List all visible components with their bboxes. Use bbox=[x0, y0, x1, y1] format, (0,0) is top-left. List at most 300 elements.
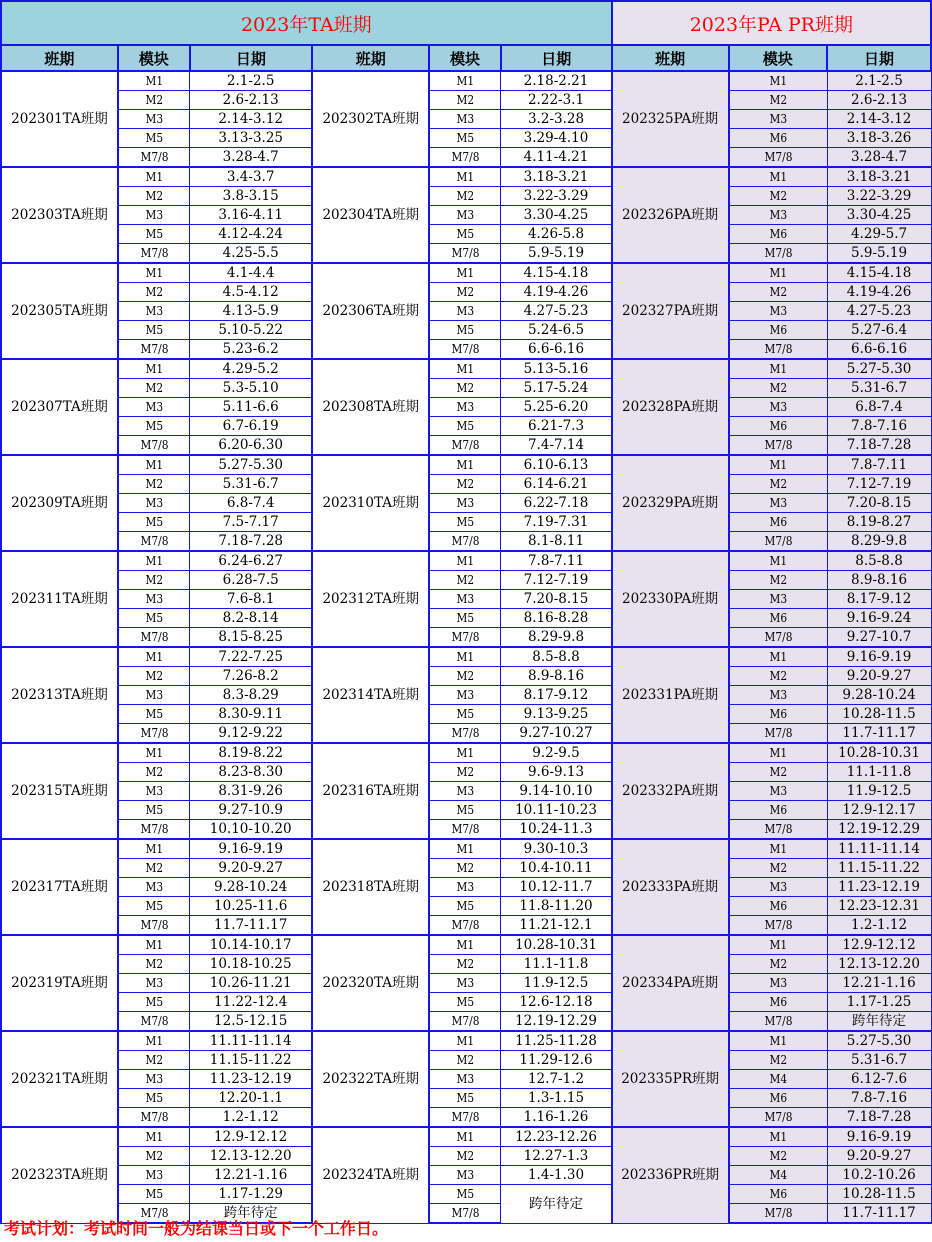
module-label: M3 bbox=[769, 783, 787, 798]
module-label: M2 bbox=[769, 1148, 787, 1163]
module-label: M2 bbox=[456, 860, 475, 875]
date-cell: 8.19-8.22 bbox=[190, 743, 313, 763]
module-label: M1 bbox=[145, 265, 163, 280]
module-cell bbox=[729, 148, 828, 168]
date-cell: 8.23-8.30 bbox=[190, 763, 313, 782]
date-cell: 4.25-5.5 bbox=[190, 244, 313, 264]
date-cell: 9.27-10.27 bbox=[501, 724, 612, 744]
module-label: M3 bbox=[456, 399, 475, 414]
date-cell: 8.17-9.12 bbox=[501, 686, 612, 705]
table-row bbox=[1, 71, 931, 91]
table-row bbox=[1, 148, 931, 168]
table-row bbox=[1, 187, 931, 206]
class-name-cell: 202321TA班期 bbox=[1, 1031, 118, 1127]
module-cell bbox=[429, 436, 501, 456]
date-cell: 4.19-4.26 bbox=[827, 283, 931, 302]
module-label: M1 bbox=[145, 937, 163, 952]
class-name-cell: 202318TA班期 bbox=[312, 839, 429, 935]
module-cell bbox=[429, 167, 501, 187]
date-cell: 10.14-10.17 bbox=[190, 935, 313, 955]
module-label: M2 bbox=[769, 476, 787, 491]
module-cell bbox=[118, 455, 190, 475]
table-row bbox=[1, 897, 931, 916]
table-row bbox=[1, 225, 931, 244]
module-cell bbox=[729, 667, 828, 686]
module-label: M7/8 bbox=[139, 917, 168, 932]
module-cell bbox=[429, 1070, 501, 1089]
date-cell: 8.29-9.8 bbox=[827, 532, 931, 552]
module-label: M6 bbox=[769, 514, 787, 529]
table-row bbox=[1, 628, 931, 648]
module-cell bbox=[118, 974, 190, 993]
date-cell: 12.19-12.29 bbox=[827, 820, 931, 840]
date-cell: 7.20-8.15 bbox=[501, 590, 612, 609]
module-cell bbox=[429, 935, 501, 955]
date-cell: 5.27-6.4 bbox=[827, 321, 931, 340]
date-cell: 11.11-11.14 bbox=[190, 1031, 313, 1051]
module-cell bbox=[429, 532, 501, 552]
date-cell: 11.1-11.8 bbox=[501, 955, 612, 974]
module-cell bbox=[729, 647, 828, 667]
module-cell bbox=[429, 839, 501, 859]
module-cell bbox=[429, 187, 501, 206]
module-cell bbox=[429, 283, 501, 302]
module-cell bbox=[729, 705, 828, 724]
module-label: M7/8 bbox=[139, 533, 168, 548]
date-cell: 4.26-5.8 bbox=[501, 225, 612, 244]
date-cell: 1.2-1.12 bbox=[190, 1108, 313, 1128]
header-cls: 班期 bbox=[312, 45, 429, 71]
module-cell bbox=[118, 187, 190, 206]
module-label: M5 bbox=[456, 130, 475, 145]
module-cell bbox=[729, 475, 828, 494]
module-cell bbox=[729, 1070, 828, 1089]
table-row bbox=[1, 91, 931, 110]
module-cell bbox=[429, 129, 501, 148]
module-label: M7/8 bbox=[451, 821, 480, 836]
table-row bbox=[1, 359, 931, 379]
date-cell: 7.6-8.1 bbox=[190, 590, 313, 609]
date-cell: 9.12-9.22 bbox=[190, 724, 313, 744]
module-cell bbox=[118, 763, 190, 782]
module-cell bbox=[429, 225, 501, 244]
module-label: M2 bbox=[456, 1052, 475, 1067]
class-name-cell: 202319TA班期 bbox=[1, 935, 118, 1031]
date-cell: 11.11-11.14 bbox=[827, 839, 931, 859]
date-cell: 10.28-11.5 bbox=[827, 1185, 931, 1204]
table-row bbox=[1, 820, 931, 840]
header-mod: 模块 bbox=[729, 45, 828, 71]
module-cell bbox=[429, 206, 501, 225]
date-cell: 4.15-4.18 bbox=[501, 263, 612, 283]
module-label: M1 bbox=[769, 649, 787, 664]
module-cell bbox=[729, 1051, 828, 1070]
date-cell: 10.25-11.6 bbox=[190, 897, 313, 916]
class-name-cell: 202328PA班期 bbox=[612, 359, 729, 455]
module-label: M7/8 bbox=[139, 149, 168, 164]
date-cell: 9.16-9.19 bbox=[190, 839, 313, 859]
module-label: M2 bbox=[769, 380, 787, 395]
module-label: M1 bbox=[145, 73, 163, 88]
module-cell bbox=[729, 916, 828, 936]
date-cell: 10.10-10.20 bbox=[190, 820, 313, 840]
date-cell: 3.22-3.29 bbox=[501, 187, 612, 206]
module-cell bbox=[729, 455, 828, 475]
date-cell: 12.9-12.12 bbox=[827, 935, 931, 955]
module-label: M2 bbox=[456, 284, 475, 299]
module-cell bbox=[429, 1166, 501, 1185]
date-cell: 7.26-8.2 bbox=[190, 667, 313, 686]
date-cell: 7.18-7.28 bbox=[827, 436, 931, 456]
date-cell: 9.20-9.27 bbox=[190, 859, 313, 878]
module-cell bbox=[429, 724, 501, 744]
module-cell bbox=[429, 647, 501, 667]
module-label: M1 bbox=[456, 73, 475, 88]
module-cell bbox=[729, 71, 828, 91]
date-cell: 1.2-1.12 bbox=[827, 916, 931, 936]
module-label: M2 bbox=[769, 188, 787, 203]
module-cell bbox=[429, 859, 501, 878]
table-row bbox=[1, 859, 931, 878]
date-cell: 6.20-6.30 bbox=[190, 436, 313, 456]
class-name-cell: 202324TA班期 bbox=[312, 1127, 429, 1223]
module-cell bbox=[729, 513, 828, 532]
module-label: M1 bbox=[769, 457, 787, 472]
module-label: M2 bbox=[145, 476, 163, 491]
module-label: M6 bbox=[769, 1090, 787, 1105]
header-date: 日期 bbox=[190, 45, 313, 71]
table-row bbox=[1, 878, 931, 897]
module-cell bbox=[729, 187, 828, 206]
module-label: M7/8 bbox=[139, 1013, 168, 1028]
date-cell: 4.27-5.23 bbox=[501, 302, 612, 321]
table-row bbox=[1, 743, 931, 763]
module-cell bbox=[429, 897, 501, 916]
class-name-cell: 202335PR班期 bbox=[612, 1031, 729, 1127]
date-cell: 8.30-9.11 bbox=[190, 705, 313, 724]
date-cell: 2.14-3.12 bbox=[190, 110, 313, 129]
module-cell bbox=[729, 359, 828, 379]
date-cell: 4.11-4.21 bbox=[501, 148, 612, 168]
module-cell bbox=[118, 244, 190, 264]
class-name-cell: 202307TA班期 bbox=[1, 359, 118, 455]
module-cell bbox=[729, 935, 828, 955]
date-cell: 5.31-6.7 bbox=[190, 475, 313, 494]
module-label: M1 bbox=[456, 841, 475, 856]
module-label: M2 bbox=[456, 476, 475, 491]
module-cell bbox=[118, 398, 190, 417]
date-cell: 3.13-3.25 bbox=[190, 129, 313, 148]
module-cell bbox=[118, 71, 190, 91]
date-cell: 2.6-2.13 bbox=[190, 91, 313, 110]
table-row bbox=[1, 705, 931, 724]
date-cell: 9.16-9.19 bbox=[827, 647, 931, 667]
table-row bbox=[1, 1051, 931, 1070]
module-label: M3 bbox=[769, 975, 787, 990]
module-cell bbox=[729, 571, 828, 590]
module-label: M5 bbox=[145, 130, 163, 145]
date-cell: 9.28-10.24 bbox=[190, 878, 313, 897]
module-cell bbox=[729, 91, 828, 110]
module-cell bbox=[118, 321, 190, 340]
date-cell: 9.20-9.27 bbox=[827, 1147, 931, 1166]
module-cell bbox=[729, 206, 828, 225]
module-label: M7/8 bbox=[451, 437, 480, 452]
module-label: M7/8 bbox=[139, 1205, 168, 1220]
module-cell bbox=[118, 359, 190, 379]
date-cell: 3.18-3.21 bbox=[501, 167, 612, 187]
date-cell: 8.2-8.14 bbox=[190, 609, 313, 628]
module-cell bbox=[118, 667, 190, 686]
date-cell: 4.1-4.4 bbox=[190, 263, 313, 283]
module-cell bbox=[118, 782, 190, 801]
module-cell bbox=[729, 724, 828, 744]
module-label: M6 bbox=[769, 418, 787, 433]
table-row bbox=[1, 455, 931, 475]
module-label: M3 bbox=[145, 687, 163, 702]
module-cell bbox=[429, 244, 501, 264]
date-cell: 1.4-1.30 bbox=[501, 1166, 612, 1185]
module-cell bbox=[118, 839, 190, 859]
module-label: M1 bbox=[456, 1129, 475, 1144]
class-name-cell: 202327PA班期 bbox=[612, 263, 729, 359]
class-name-cell: 202315TA班期 bbox=[1, 743, 118, 839]
module-label: M6 bbox=[769, 130, 787, 145]
date-cell: 10.4-10.11 bbox=[501, 859, 612, 878]
module-label: M5 bbox=[456, 610, 475, 625]
module-label: M2 bbox=[145, 956, 163, 971]
date-cell: 3.16-4.11 bbox=[190, 206, 313, 225]
module-label: M1 bbox=[769, 73, 787, 88]
table-row bbox=[1, 782, 931, 801]
table-row bbox=[1, 647, 931, 667]
module-cell bbox=[729, 628, 828, 648]
date-cell: 4.12-4.24 bbox=[190, 225, 313, 244]
module-cell bbox=[429, 820, 501, 840]
class-name-cell: 202308TA班期 bbox=[312, 359, 429, 455]
module-cell bbox=[429, 667, 501, 686]
module-cell bbox=[118, 1051, 190, 1070]
date-cell: 8.19-8.27 bbox=[827, 513, 931, 532]
date-cell: 8.16-8.28 bbox=[501, 609, 612, 628]
module-cell bbox=[118, 417, 190, 436]
table-row bbox=[1, 302, 931, 321]
module-cell bbox=[729, 167, 828, 187]
module-label: M5 bbox=[145, 994, 163, 1009]
module-cell bbox=[429, 148, 501, 168]
module-label: M1 bbox=[769, 937, 787, 952]
module-label: M3 bbox=[769, 207, 787, 222]
class-name-cell: 202320TA班期 bbox=[312, 935, 429, 1031]
date-cell: 5.24-6.5 bbox=[501, 321, 612, 340]
module-cell bbox=[729, 993, 828, 1012]
module-label: M7/8 bbox=[451, 1013, 480, 1028]
date-cell: 11.7-11.17 bbox=[190, 916, 313, 936]
module-label: M1 bbox=[456, 745, 475, 760]
module-cell bbox=[729, 417, 828, 436]
module-label: M4 bbox=[769, 1071, 787, 1086]
module-label: M2 bbox=[769, 956, 787, 971]
module-label: M3 bbox=[456, 303, 475, 318]
module-cell bbox=[429, 475, 501, 494]
table-row bbox=[1, 916, 931, 936]
module-label: M6 bbox=[769, 706, 787, 721]
module-cell bbox=[429, 571, 501, 590]
module-label: M5 bbox=[456, 802, 475, 817]
module-label: M2 bbox=[456, 1148, 475, 1163]
module-label: M6 bbox=[769, 898, 787, 913]
table-row bbox=[1, 1108, 931, 1128]
module-cell bbox=[729, 1147, 828, 1166]
date-cell: 11.22-12.4 bbox=[190, 993, 313, 1012]
module-cell bbox=[429, 763, 501, 782]
module-cell bbox=[429, 455, 501, 475]
date-cell: 11.1-11.8 bbox=[827, 763, 931, 782]
module-cell bbox=[729, 1166, 828, 1185]
module-label: M7/8 bbox=[139, 1109, 168, 1124]
module-label: M1 bbox=[456, 457, 475, 472]
date-cell: 5.25-6.20 bbox=[501, 398, 612, 417]
date-cell: 5.9-5.19 bbox=[501, 244, 612, 264]
module-cell bbox=[429, 705, 501, 724]
module-label: M2 bbox=[145, 860, 163, 875]
date-cell: 11.25-11.28 bbox=[501, 1031, 612, 1051]
date-cell: 6.10-6.13 bbox=[501, 455, 612, 475]
module-cell bbox=[118, 993, 190, 1012]
date-cell: 8.3-8.29 bbox=[190, 686, 313, 705]
class-name-cell: 202309TA班期 bbox=[1, 455, 118, 551]
date-cell: 6.22-7.18 bbox=[501, 494, 612, 513]
module-label: M1 bbox=[456, 169, 475, 184]
table-row bbox=[1, 1127, 931, 1147]
module-cell bbox=[729, 1108, 828, 1128]
date-cell: 12.13-12.20 bbox=[827, 955, 931, 974]
date-cell: 5.17-5.24 bbox=[501, 379, 612, 398]
module-label: M7/8 bbox=[451, 1109, 480, 1124]
date-cell: 9.27-10.9 bbox=[190, 801, 313, 820]
date-cell: 4.19-4.26 bbox=[501, 283, 612, 302]
date-cell: 9.14-10.10 bbox=[501, 782, 612, 801]
module-cell bbox=[429, 916, 501, 936]
module-cell bbox=[429, 340, 501, 360]
module-cell bbox=[729, 1204, 828, 1224]
module-label: M5 bbox=[456, 898, 475, 913]
module-label: M2 bbox=[456, 188, 475, 203]
date-cell: 5.31-6.7 bbox=[827, 1051, 931, 1070]
module-label: M2 bbox=[769, 764, 787, 779]
date-cell: 9.16-9.19 bbox=[827, 1127, 931, 1147]
module-cell bbox=[118, 129, 190, 148]
module-label: M5 bbox=[145, 226, 163, 241]
module-label: M5 bbox=[456, 1186, 475, 1201]
module-cell bbox=[729, 897, 828, 916]
class-name-cell: 202329PA班期 bbox=[612, 455, 729, 551]
module-label: M7/8 bbox=[139, 437, 168, 452]
module-cell bbox=[118, 263, 190, 283]
module-cell bbox=[118, 801, 190, 820]
module-cell bbox=[729, 532, 828, 552]
date-cell: 11.23-12.19 bbox=[827, 878, 931, 897]
date-cell: 2.6-2.13 bbox=[827, 91, 931, 110]
class-name-cell: 202304TA班期 bbox=[312, 167, 429, 263]
header-cls: 班期 bbox=[1, 45, 118, 71]
date-cell-merged: 跨年待定 bbox=[501, 1185, 612, 1224]
module-cell bbox=[118, 1108, 190, 1128]
date-cell: 8.31-9.26 bbox=[190, 782, 313, 801]
date-cell: 5.11-6.6 bbox=[190, 398, 313, 417]
module-label: M1 bbox=[769, 1129, 787, 1144]
module-label: M5 bbox=[456, 1090, 475, 1105]
date-cell: 10.11-10.23 bbox=[501, 801, 612, 820]
module-cell bbox=[429, 743, 501, 763]
date-cell: 9.2-9.5 bbox=[501, 743, 612, 763]
module-label: M7/8 bbox=[764, 1205, 793, 1220]
module-cell bbox=[729, 609, 828, 628]
module-label: M7/8 bbox=[451, 917, 480, 932]
date-cell: 6.14-6.21 bbox=[501, 475, 612, 494]
date-cell: 1.17-1.25 bbox=[827, 993, 931, 1012]
module-cell bbox=[729, 782, 828, 801]
date-cell: 6.21-7.3 bbox=[501, 417, 612, 436]
date-cell: 11.9-12.5 bbox=[827, 782, 931, 801]
date-cell: 7.18-7.28 bbox=[190, 532, 313, 552]
module-cell bbox=[118, 283, 190, 302]
date-cell: 8.9-8.16 bbox=[501, 667, 612, 686]
table-row bbox=[1, 340, 931, 360]
table-row bbox=[1, 283, 931, 302]
module-label: M1 bbox=[145, 1033, 163, 1048]
module-label: M3 bbox=[145, 399, 163, 414]
module-cell bbox=[429, 628, 501, 648]
module-cell bbox=[118, 955, 190, 974]
date-cell: 6.8-7.4 bbox=[827, 398, 931, 417]
class-name-cell: 202330PA班期 bbox=[612, 551, 729, 647]
module-cell bbox=[429, 1108, 501, 1128]
header-date: 日期 bbox=[827, 45, 931, 71]
date-cell: 2.1-2.5 bbox=[190, 71, 313, 91]
module-cell bbox=[429, 263, 501, 283]
date-cell: 12.27-1.3 bbox=[501, 1147, 612, 1166]
date-cell: 4.15-4.18 bbox=[827, 263, 931, 283]
module-label: M7/8 bbox=[764, 245, 793, 260]
date-cell: 9.13-9.25 bbox=[501, 705, 612, 724]
module-label: M5 bbox=[145, 706, 163, 721]
table-row bbox=[1, 436, 931, 456]
date-cell: 10.12-11.7 bbox=[501, 878, 612, 897]
module-cell bbox=[118, 436, 190, 456]
module-label: M2 bbox=[145, 380, 163, 395]
module-cell bbox=[429, 1012, 501, 1032]
date-cell: 7.8-7.11 bbox=[501, 551, 612, 571]
module-label: M7/8 bbox=[139, 629, 168, 644]
date-cell: 11.15-11.22 bbox=[190, 1051, 313, 1070]
date-cell: 6.24-6.27 bbox=[190, 551, 313, 571]
table-row bbox=[1, 532, 931, 552]
module-label: M7/8 bbox=[764, 629, 793, 644]
module-cell bbox=[118, 1012, 190, 1032]
module-cell bbox=[729, 820, 828, 840]
module-cell bbox=[729, 974, 828, 993]
module-cell bbox=[429, 71, 501, 91]
module-cell bbox=[429, 1051, 501, 1070]
module-cell bbox=[118, 167, 190, 187]
module-label: M6 bbox=[769, 994, 787, 1009]
table-row bbox=[1, 686, 931, 705]
module-cell bbox=[729, 955, 828, 974]
module-cell bbox=[118, 1089, 190, 1108]
module-label: M5 bbox=[145, 322, 163, 337]
date-cell: 7.18-7.28 bbox=[827, 1108, 931, 1128]
